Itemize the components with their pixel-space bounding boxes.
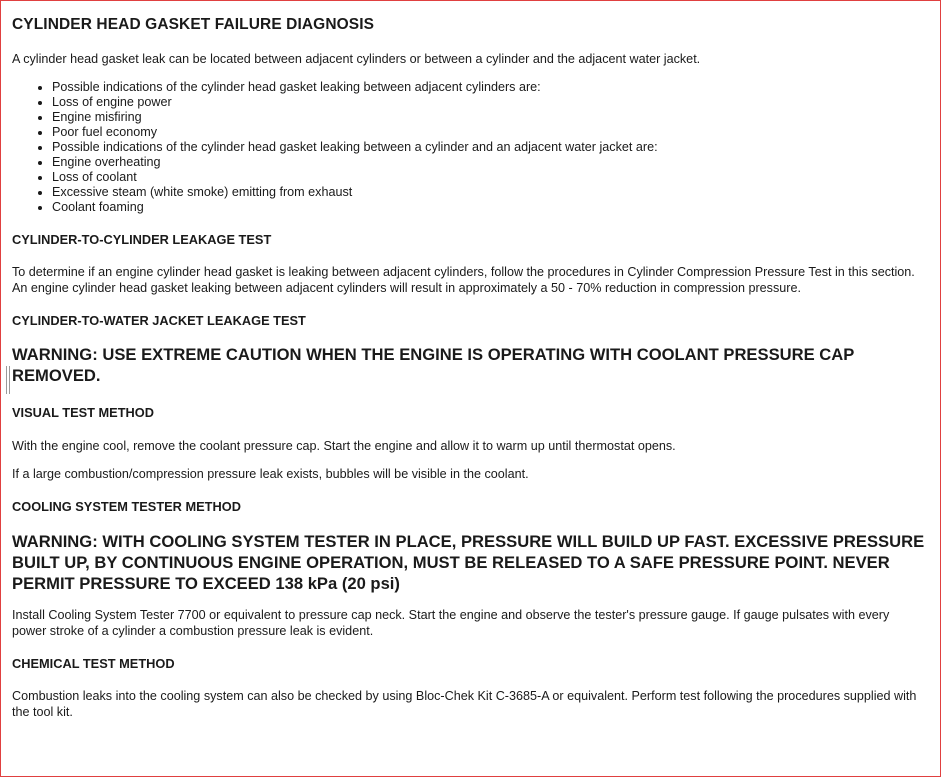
visual-method-paragraph-2: If a large combustion/compression pressure leak exists, bubbles will be visible in the coolant. [12,467,529,481]
cyl-to-water-heading: CYLINDER-TO-WATER JACKET LEAKAGE TEST [12,313,306,328]
list-item: • Possible indications of the cylinder head gasket leaking between adjacent cylinders are: [52,80,658,95]
chemical-method-heading: CHEMICAL TEST METHOD [12,656,175,671]
list-item: • Loss of coolant [52,170,658,185]
pressure-warning: WARNING: WITH COOLING SYSTEM TESTER IN PLACE, PRESSURE WILL BUILD UP FAST. EXCESSIVE PRESSURE BUILT UP, BY CONTINUOUS ENGINE OPERATION, MUST BE RELEASED TO A SAFE PRESSURE POINT. NEVER PERMIT PRESSURE TO EXCEED 138 kPa (20 psi) [12,532,925,593]
list-item: • Poor fuel economy [52,125,658,140]
cyl-to-cyl-heading: CYLINDER-TO-CYLINDER LEAKAGE TEST [12,232,272,247]
list-item: • Possible indications of the cylinder head gasket leaking between a cylinder and an adjacent water jacket are: [52,140,658,155]
resize-handle[interactable] [6,366,10,394]
list-item: • Engine misfiring [52,110,658,125]
visual-method-paragraph-1: With the engine cool, remove the coolant pressure cap. Start the engine and allow it to warm up until thermostat opens. [12,439,676,453]
list-item: • Excessive steam (white smoke) emitting from exhaust [52,185,658,200]
list-item: • Coolant foaming [52,200,658,215]
visual-method-heading: VISUAL TEST METHOD [12,405,154,420]
caution-warning: WARNING: USE EXTREME CAUTION WHEN THE ENGINE IS OPERATING WITH COOLANT PRESSURE CAP REMOVED. [12,345,855,385]
cooling-tester-paragraph: Install Cooling System Tester 7700 or equivalent to pressure cap neck. Start the engine and observe the tester's pressure gauge. If gauge pulsates with every power stroke of a cylinder a combustion pressure leak is evident. [12,608,890,638]
cyl-to-cyl-paragraph: To determine if an engine cylinder head gasket is leaking between adjacent cylinders, follow the procedures in Cylinder Compression Pressure Test in this section. An engine cylinder head gasket leaking between adjacent cylinders will result in approximately a 50 - 70% reduction in compression pressure. [12,265,915,295]
indications-list [12,80,658,215]
cooling-tester-heading: COOLING SYSTEM TESTER METHOD [12,499,241,514]
intro-paragraph: A cylinder head gasket leak can be located between adjacent cylinders or between a cylinder and the adjacent water jacket. [12,52,701,66]
list-item: • Engine overheating [52,155,658,170]
chemical-method-paragraph: Combustion leaks into the cooling system can also be checked by using Bloc-Chek Kit C-3685-A or equivalent. Perform test following the procedures supplied with the tool kit. [12,689,917,719]
document-title: CYLINDER HEAD GASKET FAILURE DIAGNOSIS [12,16,375,33]
list-item: • Loss of engine power [52,95,658,110]
